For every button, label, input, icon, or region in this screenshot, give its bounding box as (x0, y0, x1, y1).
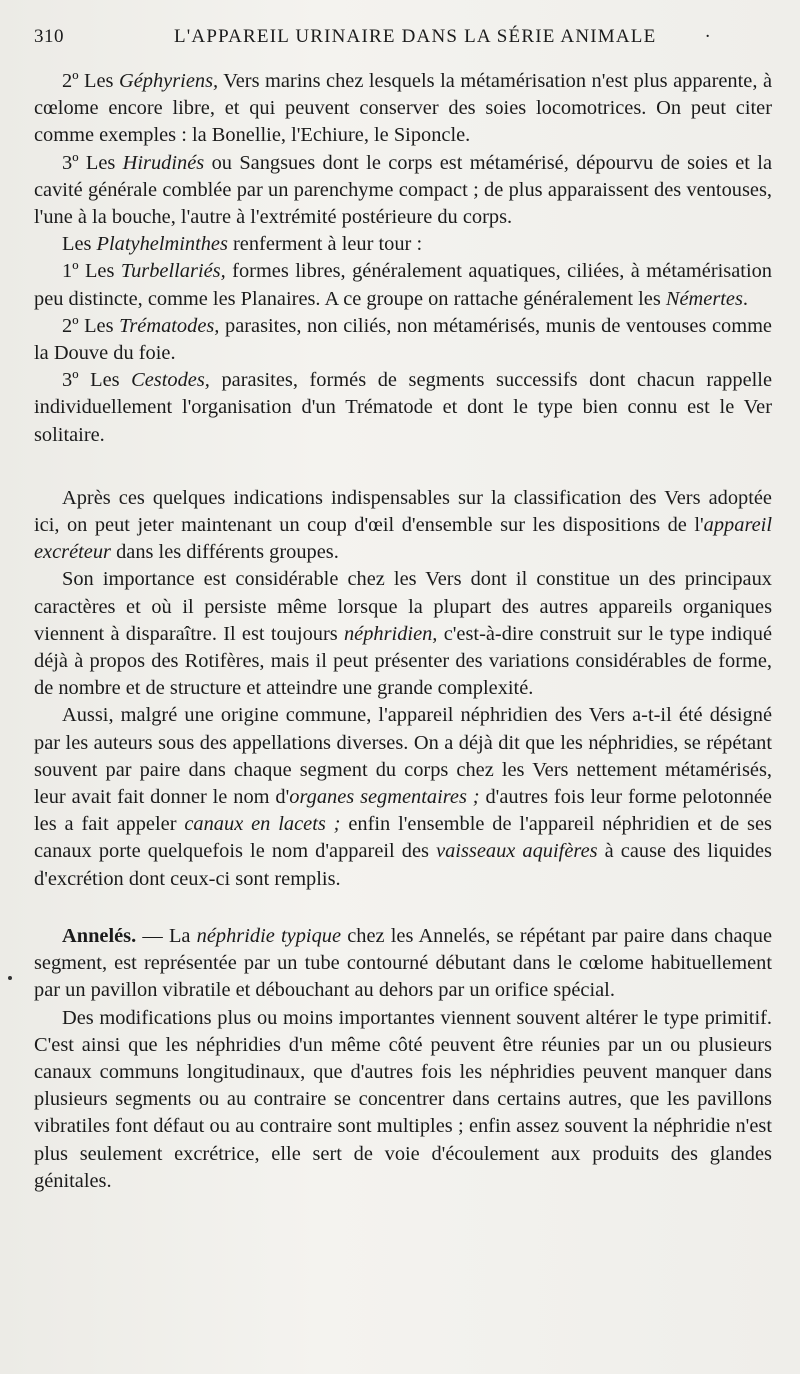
term-gephyriens: Géphyriens, (119, 70, 219, 92)
paragraph-appellations: Aussi, malgré une origine commune, l'appareil néphridien des Vers a-t-il été désigné par les auteurs sous des appellations diverses. On a déjà dit que les néphridies, se répétant souvent par paire dans chaque segment du corps chez les Vers nettement métamérisés, leur avait fait donner le nom d'organes segmentaires ; d'autres fois leur forme pelotonnée les a fait appeler canaux en lacets ; enfin l'ensemble de l'appareil néphridien et de ses canaux porte quelquefois le nom d'appareil des vaisseaux aquifères à cause des liquides d'excrétion dont ceux-ci sont remplis. (34, 704, 772, 890)
term-turbellaries: Turbellariés, (120, 260, 226, 283)
term-trematodes: Trématodes, (119, 314, 220, 337)
section-heading-anneles: Annelés. (62, 924, 137, 947)
term-nephridie-typique: néphridie typique (196, 924, 342, 947)
paragraph-hirudines: 3º Les Hirudinés ou Sangsues dont le corps est métamérisé, dépourvu de soies et la cavité générale comblée par un parenchyme compact ; de plus apparaissent des ventouses, l'une à la bouche, l'autre à l'extrémité postérieure du corps. (34, 151, 772, 229)
section-gap (34, 893, 772, 923)
term-appareil-excreteur: appareil excréteur (34, 514, 772, 564)
paragraph-turbellaries: 1º Les Turbellariés, formes libres, généralement aquatiques, ciliées, à métamérisation peu distincte, comme les Planaires. A ce groupe on rattache généralement les Némertes. (34, 260, 773, 310)
margin-dot (8, 976, 12, 980)
paragraph-classification: Après ces quelques indications indispensables sur la classification des Vers adoptée ici, on peut jeter maintenant un coup d'œil d'ensemble sur les dispositions de l'appareil excréteur dans les différents groupes. (34, 486, 772, 564)
page-header (34, 26, 772, 60)
term-nephridien: néphridien, (343, 622, 438, 645)
term-vaisseaux-aquiferes: vaisseaux aquifères (436, 840, 598, 863)
term-platyhelminthes: Platyhelminthes (96, 233, 228, 256)
term-nemertes: Némertes (665, 287, 743, 310)
paragraph-gephyriens: 2º Les Géphyriens, Vers marins chez lesquels la métamérisation n'est plus apparente, à cœlome encore libre, et qui peuvent conserver des soies locomotrices. On peut citer comme exemples : la Bonellie, l'Echiure, le Siponcle. (34, 70, 773, 147)
header-mark: · (704, 26, 712, 47)
paragraph-importance: Son importance est considérable chez les Vers dont il constitue un des principaux caractères et où il persiste même lorsque la plupart des autres appareils organiques viennent à disparaître. Il est toujours néphridien, c'est-à-dire construit sur le type indiqué déjà à propos des Rotifères, mais il peut présenter des variations considérables de forme, de nombre et de structure et atteindre une grande complexité. (34, 568, 772, 700)
section-gap (34, 449, 772, 485)
paragraph-anneles: Annelés. — La néphridie typique chez les Annelés, se répétant par paire dans chaque segment, est représentée par un tube contourné débutant dans le cœlome habituellement par un pavillon vibratile et débouchant au dehors par un orifice spécial. (34, 924, 773, 1002)
running-title: L'APPAREIL URINAIRE DANS LA SÉRIE ANIMALE (174, 26, 657, 47)
paragraph-trematodes: 2º Les Trématodes, parasites, non ciliés, non métamérisés, munis de ventouses comme la Douve du foie. (34, 314, 772, 365)
term-canaux-en-lacets: canaux en lacets ; (184, 813, 341, 836)
page-number: 310 (34, 26, 64, 47)
term-cestodes: Cestodes, (131, 369, 210, 392)
term-organes-segmentaires: organes segmentaires ; (289, 786, 480, 809)
paragraph-platyhelminthes: Les Platyhelminthes renferment à leur tour : (62, 233, 423, 256)
paragraph-modifications: Des modifications plus ou moins importantes viennent souvent altérer le type primitif. C'est ainsi que les néphridies d'un même côté peuvent être réunies par un ou plusieurs canaux communs longitudinaux, que d'autres fois les néphridies peuvent manquer dans plusieurs segments ou au contraire se concentrer dans certains autres, que les pavillons vibratiles font défaut ou au contraire sont multiples ; enfin assez souvent la néphridie n'est plus seulement excrétrice, elle sert de voie d'écoulement aux produits des glandes génitales. (34, 1006, 772, 1192)
paragraph-cestodes: 3º Les Cestodes, parasites, formés de segments successifs dont chacun rappelle individuellement l'organisation d'un Trématode et dont le type bien connu est le Ver solitaire. (34, 369, 773, 446)
term-hirudines: Hirudinés (122, 151, 205, 174)
